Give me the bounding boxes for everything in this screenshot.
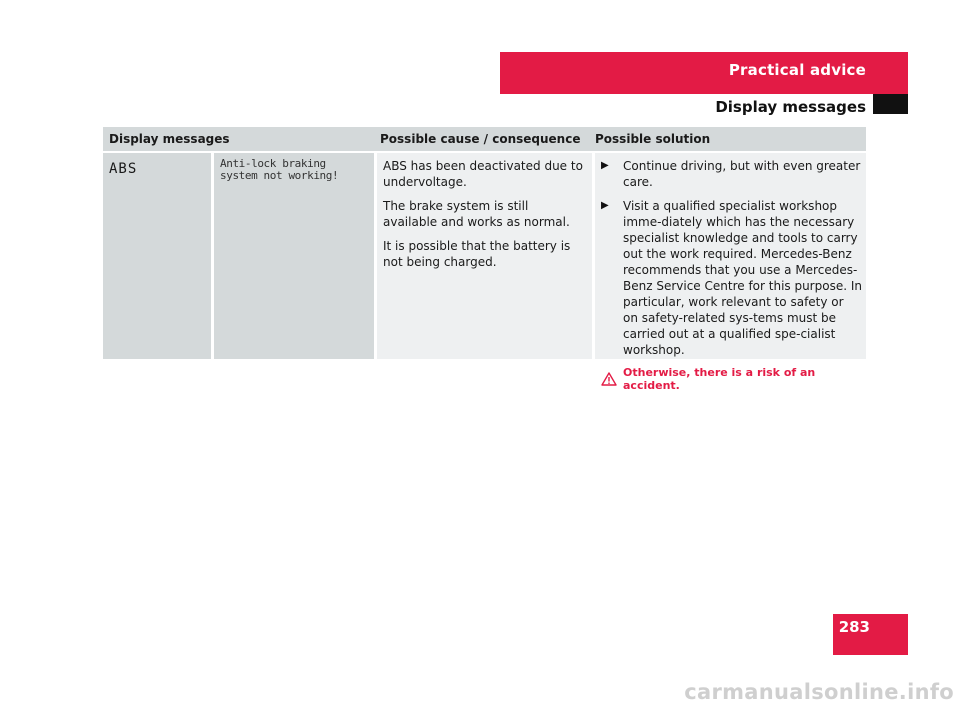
cause-text-1: ABS has been deactivated due to undervoltage. <box>383 159 583 189</box>
warning-text: Otherwise, there is a risk of an accident. <box>623 366 816 392</box>
table-row <box>103 153 866 392</box>
cause-text-2: The brake system is still available and works as normal. <box>383 199 570 229</box>
solution-item-2 <box>601 198 862 358</box>
header-display-messages: Display messages <box>109 132 230 146</box>
solution-cell <box>595 153 866 392</box>
header-possible-solution: Possible solution <box>595 132 711 146</box>
header-possible-cause: Possible cause / consequence <box>380 132 581 146</box>
display-message-text: Anti-lock braking system not working! <box>220 157 339 182</box>
triangle-arrow-icon: ▶ <box>601 200 609 211</box>
accident-warning <box>601 366 862 392</box>
table-header-row <box>103 127 866 151</box>
section-header-bar <box>500 52 908 94</box>
display-messages-table <box>103 127 866 392</box>
display-code: ABS <box>109 161 138 177</box>
triangle-arrow-icon: ▶ <box>601 160 609 171</box>
cause-text-3: It is possible that the battery is not being charged. <box>383 239 571 269</box>
solution-text-2: Visit a qualified specialist workshop imme-diately which has the necessary specialist knowledge and tools to carry out the work required. Mercedes-Benz recommends that you use a Mercedes-Benz Service Centre for this purpose. In particular, work relevant to safety or on safety-related sys-tems must be carried out at a qualified spe-cialist workshop. <box>623 199 862 357</box>
warning-triangle-icon <box>601 372 623 386</box>
display-message-cell <box>214 153 374 359</box>
cause-cell <box>377 153 592 359</box>
section-tab-marker <box>873 94 908 114</box>
page-number-box <box>833 614 908 655</box>
watermark: carmanualsonline.info <box>684 680 954 704</box>
page-number: 283 <box>838 618 870 636</box>
solution-text-1: Continue driving, but with even greater care. <box>623 159 861 189</box>
display-code-cell <box>103 153 211 359</box>
section-title: Practical advice <box>728 61 866 79</box>
subsection-title: Display messages <box>715 98 866 116</box>
solution-item-1 <box>601 158 862 190</box>
